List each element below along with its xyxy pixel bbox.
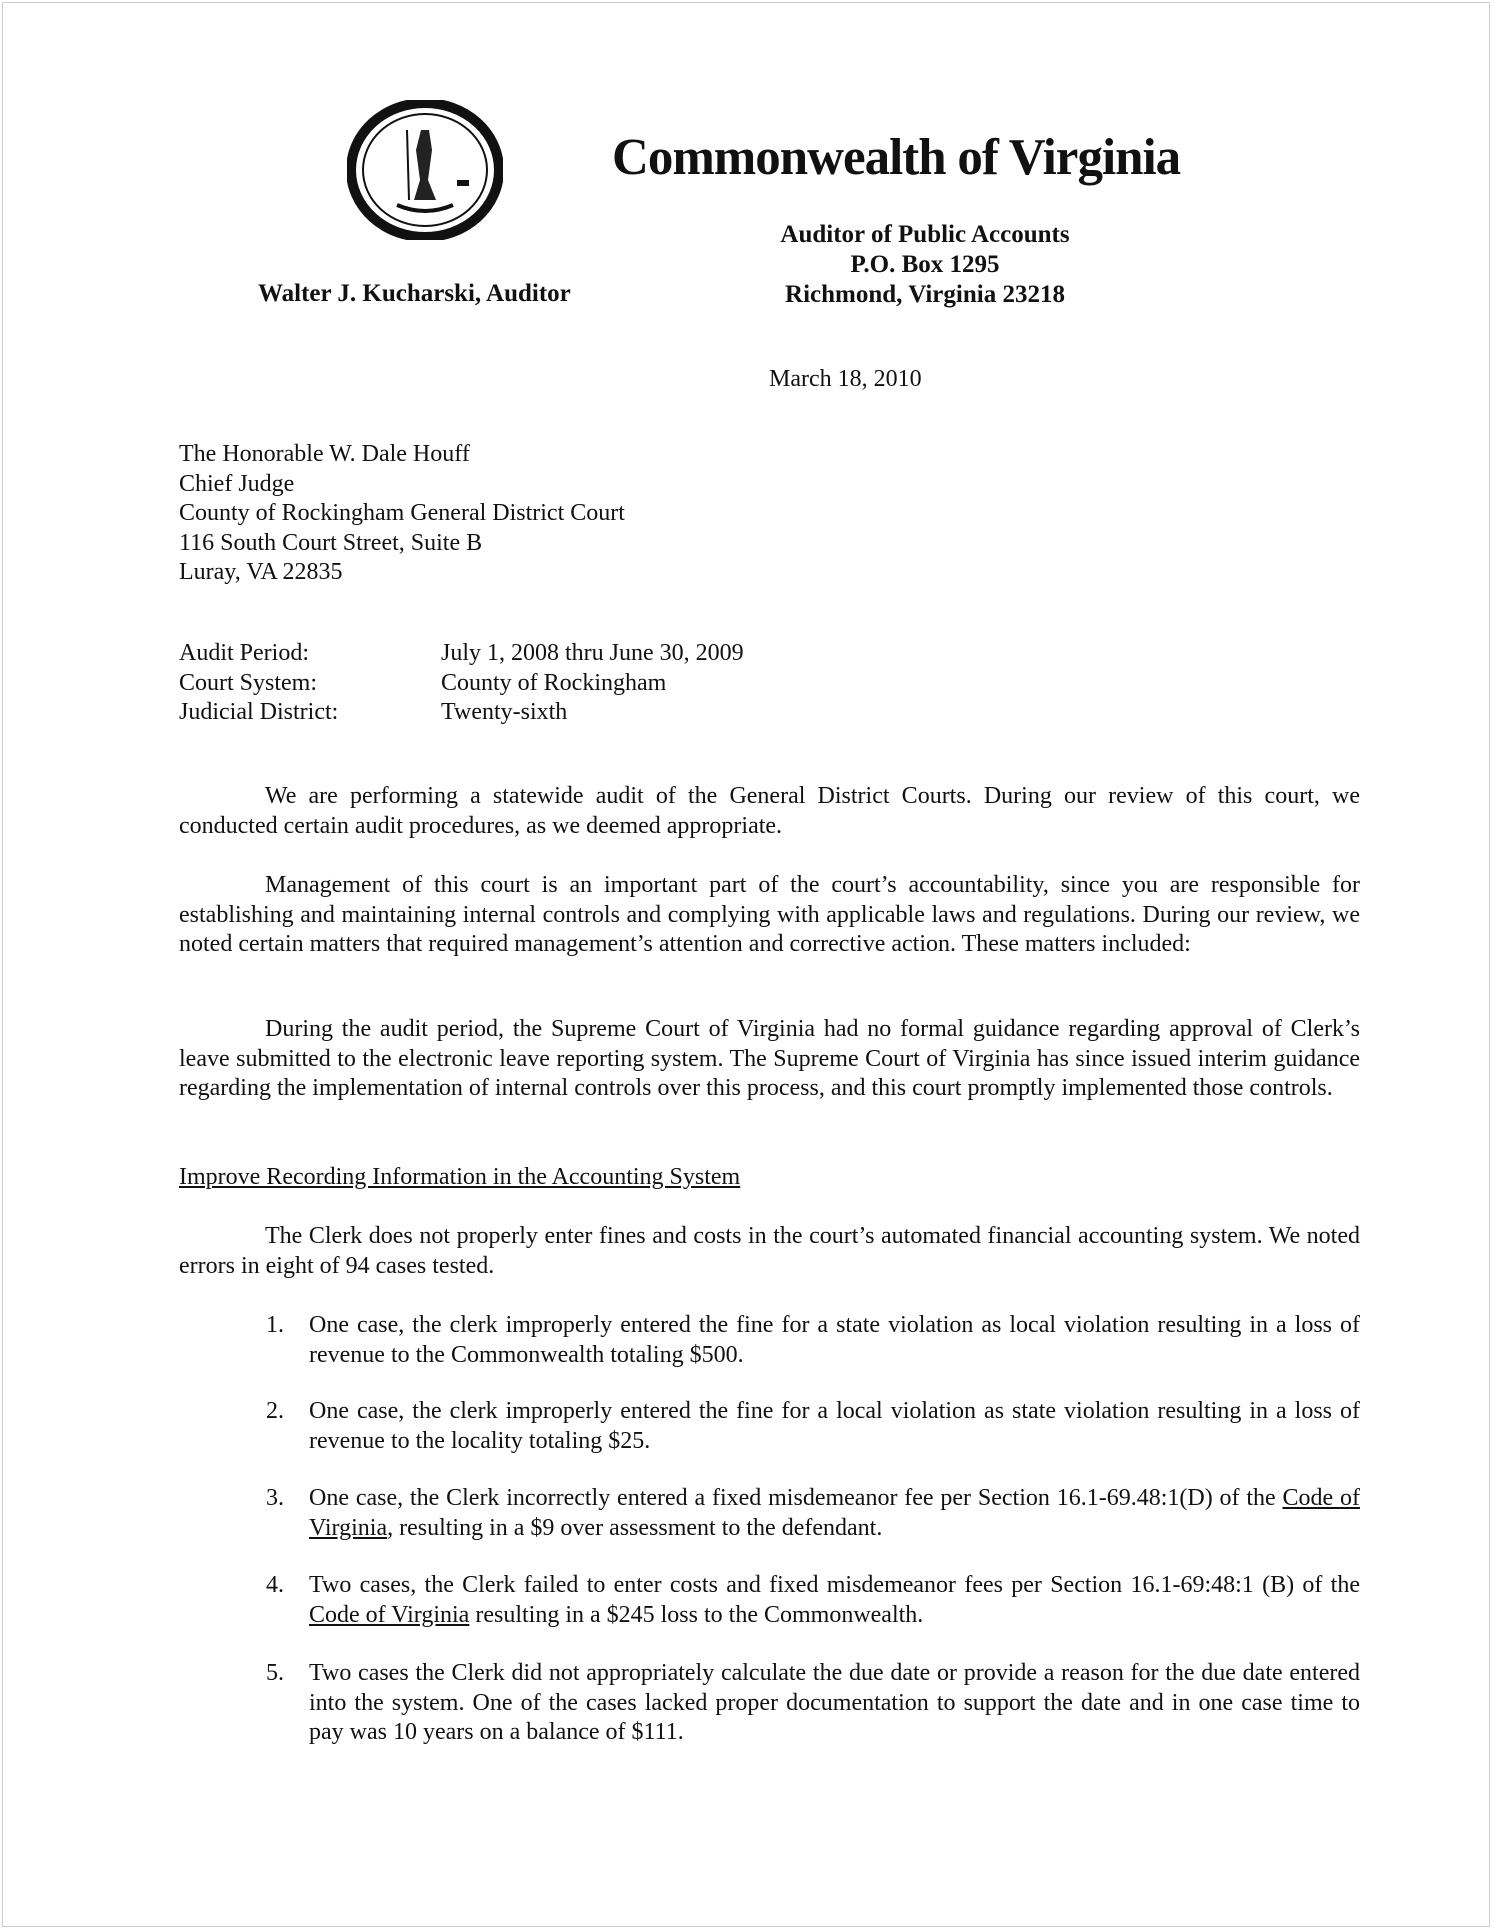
item-text-pre: Two cases, the Clerk failed to enter costs and fixed misdemeanor fees per Section 16.1-69:48:1 (B) of the — [309, 1572, 1360, 1598]
item-text: Two cases the Clerk did not appropriately calculate the due date or provide a reason for the due date entered into the system. One of the cases lacked proper documentation to support the date and in one case time to pay was 10 years on a balance of $111. — [309, 1660, 1360, 1745]
list-item — [266, 1571, 1360, 1630]
audit-info — [179, 639, 1360, 728]
item-text — [309, 1571, 1360, 1630]
recipient-line: The Honorable W. Dale Houff — [179, 441, 470, 467]
virginia-seal-logo — [347, 100, 503, 240]
audit-label: Audit Period: — [179, 640, 309, 666]
item-text-post: , resulting in a $9 over assessment to the defendant. — [387, 1514, 883, 1541]
item-number: 2. — [266, 1398, 284, 1424]
letterhead-title: Commonwealth of Virginia — [612, 129, 1181, 186]
item-text-pre: One case, the Clerk incorrectly entered a fixed misdemeanor fee per Section 16.1-69.48:1(D) of the — [309, 1485, 1283, 1511]
item-number: 5. — [266, 1660, 284, 1686]
office-name: Auditor of Public Accounts — [780, 221, 1070, 248]
section-heading — [179, 1163, 1360, 1193]
recipient-line: Chief Judge — [179, 470, 295, 497]
paragraph: We are performing a statewide audit of the General District Courts. During our review of this court, we conducted certain audit procedures, as we deemed appropriate. — [179, 783, 1360, 839]
audit-label: Judicial District: — [179, 699, 339, 725]
recipient-line: 116 South Court Street, Suite B — [179, 529, 483, 556]
recipient-line: County of Rockingham General District Court — [179, 500, 625, 526]
audit-label: Court System: — [179, 669, 318, 696]
code-of-virginia-reference: Code of Virginia — [309, 1601, 470, 1628]
item-text-post: resulting in a $245 loss to the Commonwealth. — [469, 1601, 924, 1628]
audit-value: Twenty-sixth — [441, 699, 568, 725]
office-po-box: P.O. Box 1295 — [850, 251, 1000, 278]
section-paragraph: The Clerk does not properly enter fines and costs in the court’s automated financial accounting system. We noted errors in eight of 94 cases tested. — [179, 1223, 1360, 1279]
item-number: 1. — [266, 1312, 284, 1338]
list-item — [266, 1484, 1360, 1543]
code-of-virginia-reference: Code of Virginia — [309, 1485, 1360, 1541]
item-number: 4. — [266, 1572, 284, 1598]
audit-value: County of Rockingham — [441, 669, 667, 696]
list-item — [266, 1659, 1360, 1748]
recipient-address — [179, 440, 1360, 588]
item-text — [309, 1484, 1360, 1543]
list-item — [266, 1397, 1360, 1456]
audit-value: July 1, 2008 thru June 30, 2009 — [441, 640, 744, 666]
item-number: 3. — [266, 1485, 284, 1511]
paragraph: Management of this court is an important part of the court’s accountability, since you are responsible for establishing and maintaining internal controls and complying with applicable laws and regulations. During our review, we noted certain matters that required management’s attention and corrective action. These matters included: — [179, 872, 1360, 957]
section-heading-text: Improve Recording Information in the Accounting System — [179, 1164, 741, 1190]
auditor-name: Walter J. Kucharski, Auditor — [258, 280, 571, 307]
paragraph: During the audit period, the Supreme Court of Virginia had no formal guidance regarding approval of Clerk’s leave submitted to the electronic leave reporting system. The Supreme Court of Virginia has since issued interim guidance regarding the implementation of internal controls over this process, and this court promptly implemented those controls. — [179, 1016, 1360, 1101]
recipient-line: Luray, VA 22835 — [179, 559, 343, 585]
list-item — [266, 1311, 1360, 1370]
office-address — [700, 220, 1150, 310]
office-city: Richmond, Virginia 23218 — [785, 281, 1065, 308]
letter-date: March 18, 2010 — [769, 366, 922, 392]
item-text: One case, the clerk improperly entered the fine for a local violation as state violation resulting in a loss of revenue to the locality totaling $25. — [309, 1398, 1360, 1454]
item-text: One case, the clerk improperly entered the fine for a state violation as local violation resulting in a loss of revenue to the Commonwealth totaling $500. — [309, 1312, 1360, 1368]
